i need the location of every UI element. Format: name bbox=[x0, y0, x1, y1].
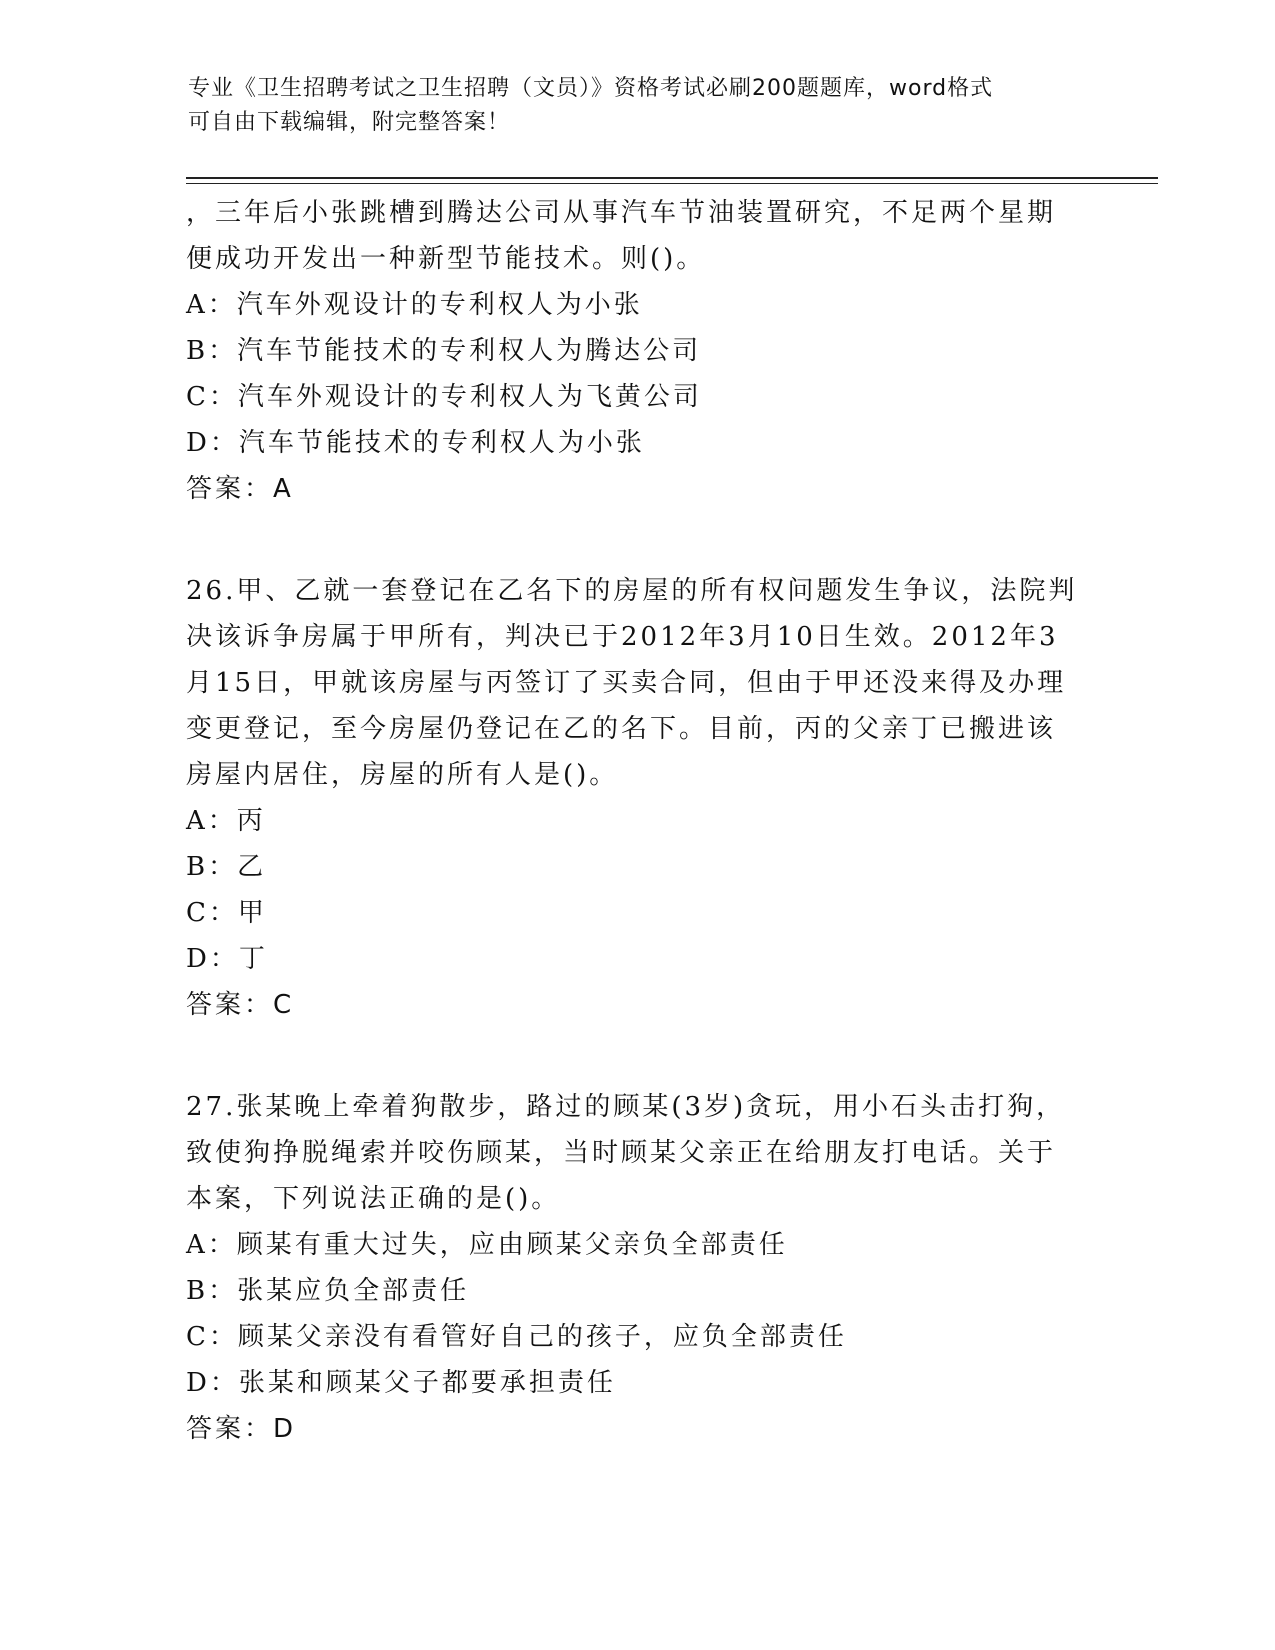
question-block-25 bbox=[186, 190, 1086, 512]
option-c: C：汽车外观设计的专利权人为飞黄公司 bbox=[186, 382, 702, 412]
question-text-line: 本案，下列说法正确的是()。 bbox=[186, 1184, 561, 1214]
question-text-line: 决该诉争房属于甲所有，判决已于2012年3月10日生效。2012年3 bbox=[186, 622, 1059, 652]
question-block-27 bbox=[186, 1084, 1086, 1452]
header-divider-thin bbox=[186, 183, 1158, 184]
option-c: C：甲 bbox=[186, 898, 267, 928]
question-text-line: 27.张某晚上牵着狗散步，路过的顾某(3岁)贪玩，用小石头击打狗， bbox=[186, 1092, 1066, 1122]
answer-label: 答案：C bbox=[186, 990, 295, 1020]
document-header bbox=[188, 72, 1068, 140]
question-text-line: 月15日，甲就该房屋与丙签订了买卖合同，但由于甲还没来得及办理 bbox=[186, 668, 1067, 698]
header-divider-thick bbox=[186, 177, 1158, 179]
question-text-line: 26.甲、乙就一套登记在乙名下的房屋的所有权问题发生争议，法院判 bbox=[186, 576, 1078, 606]
question-text-line: ，三年后小张跳槽到腾达公司从事汽车节油装置研究，不足两个星期 bbox=[186, 198, 1057, 228]
question-text-line: 房屋内居住，房屋的所有人是()。 bbox=[186, 760, 619, 790]
option-d: D：丁 bbox=[186, 944, 268, 974]
answer-label: 答案：D bbox=[186, 1414, 297, 1444]
option-a: A：汽车外观设计的专利权人为小张 bbox=[186, 290, 643, 320]
option-d: D：汽车节能技术的专利权人为小张 bbox=[186, 428, 645, 458]
option-a: A：顾某有重大过失，应由顾某父亲负全部责任 bbox=[186, 1230, 788, 1260]
answer-label: 答案：A bbox=[186, 474, 294, 504]
header-line-1: 专业《卫生招聘考试之卫生招聘（文员）》资格考试必刷200题题库，word格式 bbox=[188, 76, 994, 101]
option-b: B：张某应负全部责任 bbox=[186, 1276, 470, 1306]
option-c: C：顾某父亲没有看管好自己的孩子，应负全部责任 bbox=[186, 1322, 847, 1352]
option-b: B：汽车节能技术的专利权人为腾达公司 bbox=[186, 336, 702, 366]
question-list bbox=[186, 190, 1086, 1452]
question-text-line: 变更登记，至今房屋仍登记在乙的名下。目前，丙的父亲丁已搬进该 bbox=[186, 714, 1057, 744]
option-a: A：丙 bbox=[186, 806, 266, 836]
question-spacer bbox=[186, 512, 1086, 568]
question-block-26 bbox=[186, 568, 1086, 1028]
question-spacer bbox=[186, 1028, 1086, 1084]
option-d: D：张某和顾某父子都要承担责任 bbox=[186, 1368, 616, 1398]
option-b: B：乙 bbox=[186, 852, 267, 882]
question-text-line: 便成功开发出一种新型节能技术。则()。 bbox=[186, 244, 706, 274]
question-text-line: 致使狗挣脱绳索并咬伤顾某，当时顾某父亲正在给朋友打电话。关于 bbox=[186, 1138, 1057, 1168]
header-line-2: 可自由下载编辑，附完整答案！ bbox=[188, 110, 511, 135]
